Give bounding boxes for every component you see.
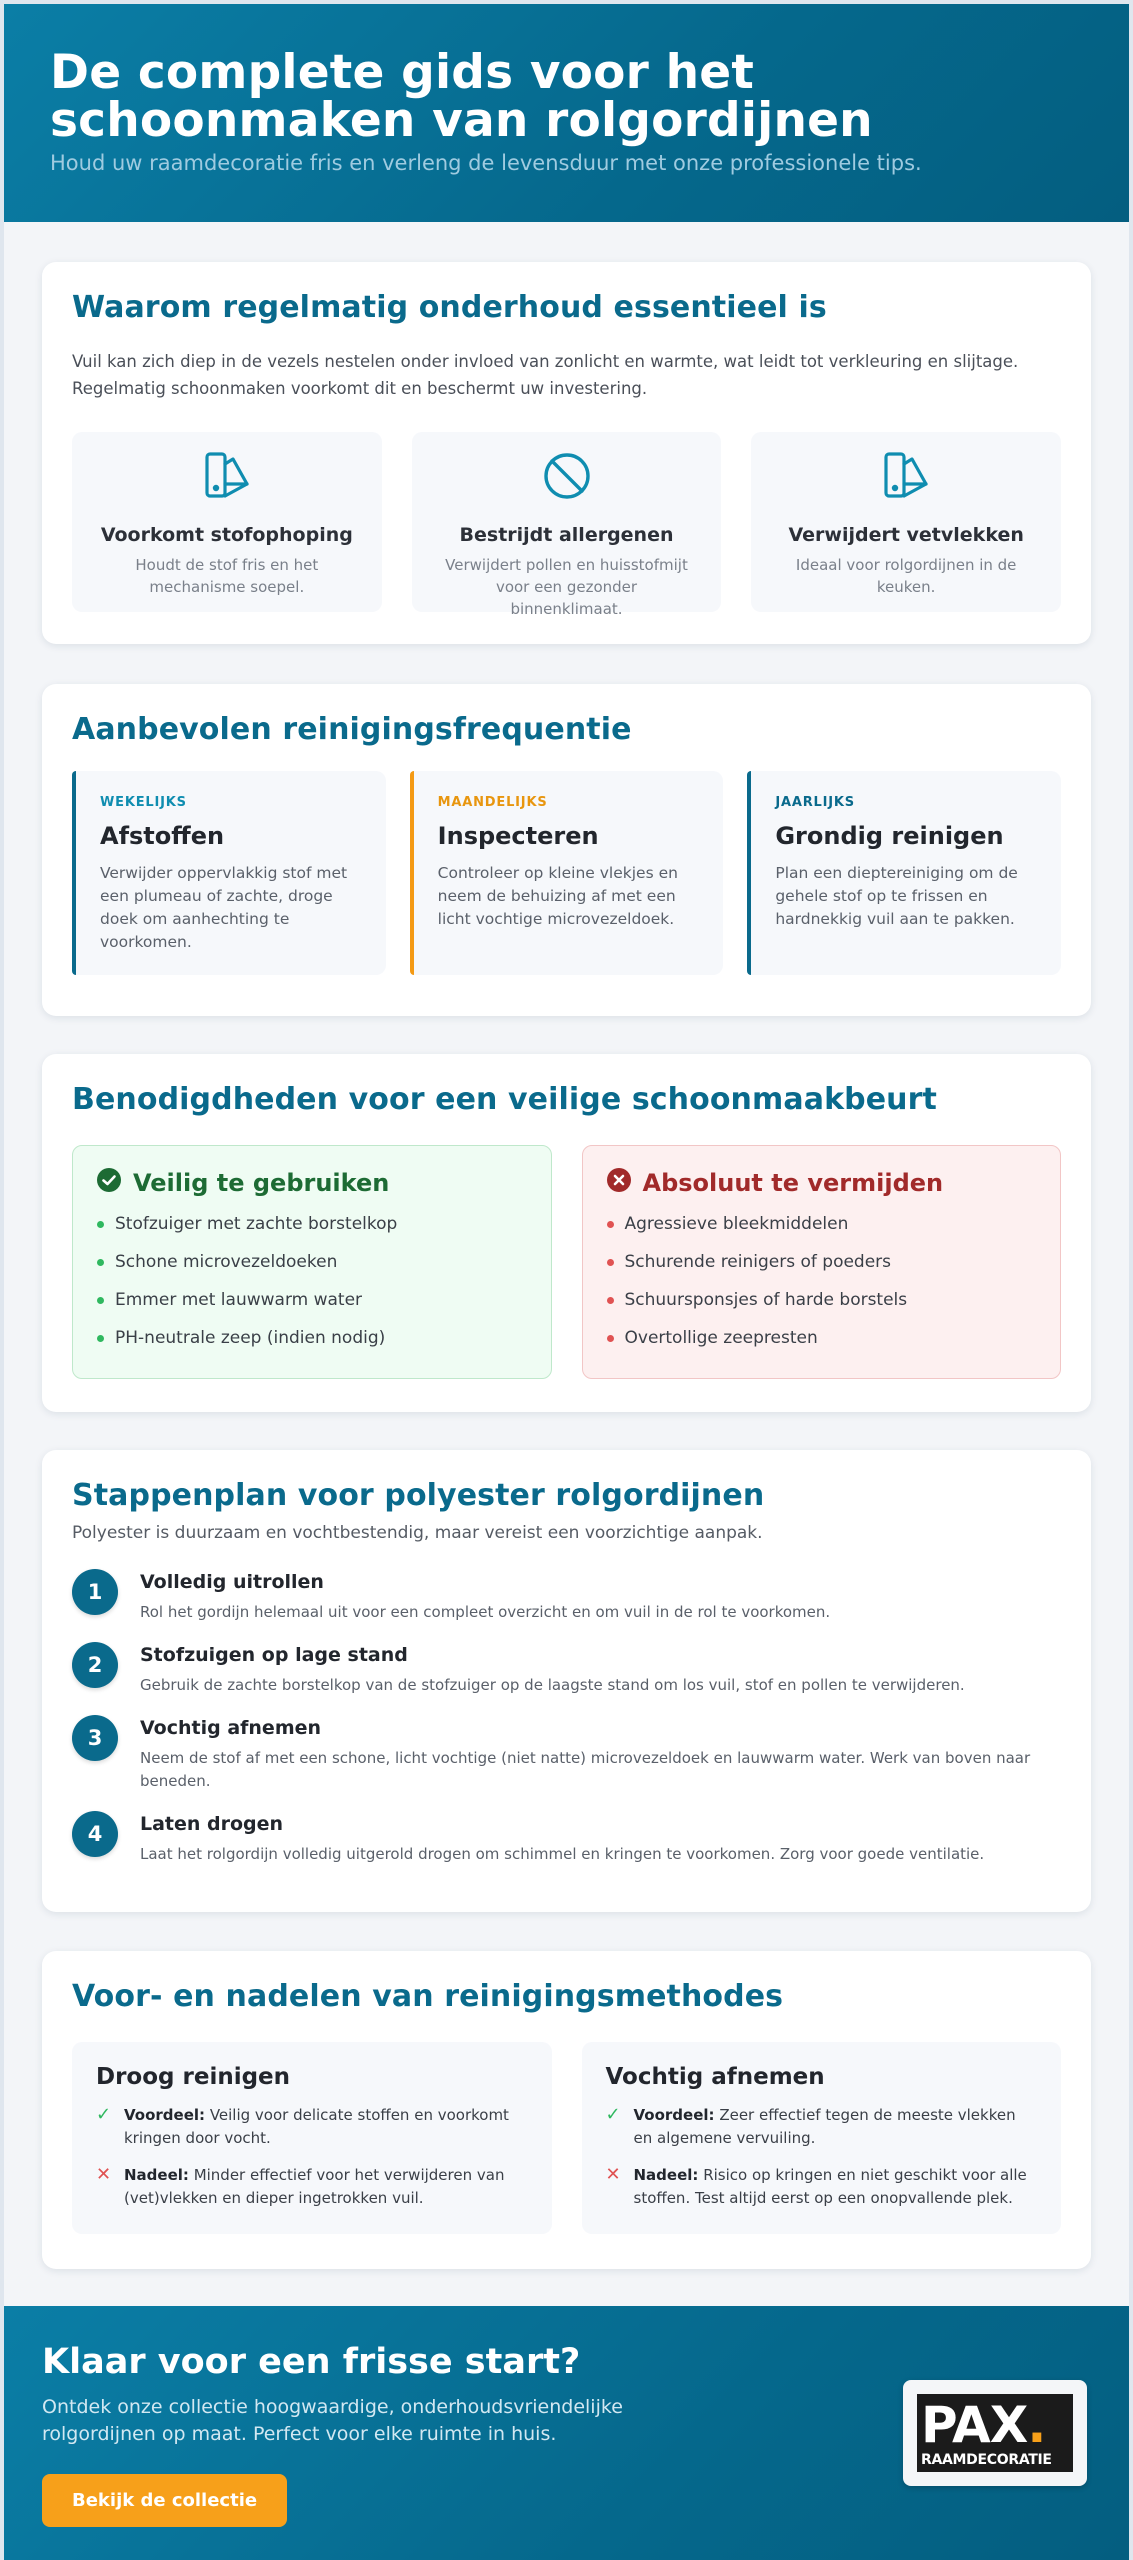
con-row: [606, 2164, 1038, 2210]
step-item: [72, 1811, 1061, 1866]
cta-banner: [4, 2306, 1129, 2560]
supplies-section: [42, 1054, 1091, 1412]
fabric-swatch-icon: [751, 450, 1061, 502]
logo-sub: RAAMDECORATIE: [921, 2452, 1052, 2468]
prohibited-icon: [412, 450, 722, 502]
list-item: Emmer met lauwwarm water: [97, 1288, 527, 1326]
step-title: Volledig uitrollen: [140, 1571, 324, 1593]
section-title: Waarom regelmatig onderhoud essentieel is: [72, 290, 827, 325]
list-item: Overtollige zeepresten: [607, 1326, 1037, 1364]
hero-banner: [4, 4, 1129, 222]
frequency-label: WEKELIJKS: [100, 795, 187, 810]
frequency-title: Grondig reinigen: [775, 822, 1004, 850]
check-icon: ✓: [605, 2104, 621, 2125]
feature-title: Bestrijdt allergenen: [459, 524, 674, 546]
check-circle-icon: [97, 1168, 121, 1198]
feature-text: Ideaal voor rolgordijnen in de keuken.: [795, 556, 1017, 596]
method-card-dry: [72, 2042, 552, 2234]
page-inner: [4, 4, 1129, 2560]
step-text: Rol het gordijn helemaal uit voor een compleet overzicht en om vuil in de rol te voorkomen.: [140, 1603, 831, 1621]
safe-title: Veilig te gebruiken: [133, 1169, 390, 1197]
feature-card: [412, 432, 722, 618]
x-circle-icon: [607, 1168, 631, 1198]
step-number: 3: [72, 1715, 118, 1761]
pro-label: Voordeel:: [633, 2106, 715, 2124]
list-item: Stofzuiger met zachte borstelkop: [97, 1212, 527, 1250]
con-label: Nadeel:: [633, 2166, 699, 2184]
step-item: [72, 1569, 1061, 1624]
frequency-card-weekly: [72, 771, 386, 975]
pro-label: Voordeel:: [124, 2106, 206, 2124]
avoid-heading: [607, 1168, 1037, 1198]
check-icon: ✓: [96, 2104, 112, 2125]
feature-card: [72, 432, 382, 612]
methods-section: [42, 1951, 1091, 2269]
con-label: Nadeel:: [124, 2166, 189, 2184]
feature-title: Voorkomt stofophoping: [100, 524, 353, 546]
cross-icon: ✕: [605, 2164, 621, 2185]
pro-row: [96, 2104, 528, 2150]
step-text: Laat het rolgordijn volledig uitgerold drogen om schimmel en kringen te voorkomen. Zorg voor goede ventilatie.: [140, 1845, 985, 1863]
frequency-text: Plan een dieptereiniging om de gehele stof op te frissen en hardnekkig vuil aan te pakken.: [775, 864, 1018, 928]
feature-text: Verwijdert pollen en huisstofmijt voor een gezonder binnenklimaat.: [445, 556, 688, 618]
fabric-swatch-icon: [72, 450, 382, 502]
frequency-title: Inspecteren: [437, 822, 599, 850]
avoid-supplies-box: [582, 1145, 1062, 1379]
page-subtitle: Houd uw raamdecoratie fris en verleng de levensduur met onze professionele tips.: [50, 151, 922, 175]
step-number: 1: [72, 1569, 118, 1615]
cta-title: Klaar voor een frisse start?: [42, 2342, 581, 2382]
step-title: Laten drogen: [140, 1813, 284, 1835]
list-item: Schuursponsjes of harde borstels: [607, 1288, 1037, 1326]
list-item: Schone microvezeldoeken: [97, 1250, 527, 1288]
step-text: Gebruik de zachte borstelkop van de stofzuiger op de laagste stand om los vuil, stof en pollen te verwijderen.: [140, 1676, 965, 1694]
steps-section: [42, 1450, 1091, 1912]
section-intro: Vuil kan zich diep in de vezels nestelen onder invloed van zonlicht en warmte, wat leidt tot verkleuring en slijtage. Regelmatig schoonmaken voorkomt dit en beschermt uw investering.: [72, 352, 1019, 398]
section-title: Stappenplan voor polyester rolgordijnen: [72, 1478, 765, 1513]
con-text: Minder effectief voor het verwijderen van (vet)vlekken en dieper ingetrokken vuil.: [124, 2166, 505, 2207]
frequency-label: JAARLIJKS: [775, 795, 855, 810]
step-number: 4: [72, 1811, 118, 1857]
frequency-card-yearly: [747, 771, 1061, 975]
method-card-wet: [582, 2042, 1062, 2234]
feature-card: [751, 432, 1061, 612]
step-title: Stofzuigen op lage stand: [140, 1644, 408, 1666]
avoid-list: [607, 1212, 1037, 1364]
list-item: Schurende reinigers of poeders: [607, 1250, 1037, 1288]
method-list: [72, 2042, 1061, 2234]
step-text: Neem de stof af met een schone, licht vochtige (niet natte) microvezeldoek en lauwwarm water. Werk van boven naar beneden.: [140, 1749, 1031, 1790]
con-text: Risico op kringen en niet geschikt voor alle stoffen. Test altijd eerst op een onopvallende plek.: [633, 2166, 1027, 2207]
frequency-title: Afstoffen: [100, 822, 225, 850]
pax-logo[interactable]: PAX. RAAMDECORATIE: [903, 2380, 1087, 2486]
safe-list: [97, 1212, 527, 1364]
pro-text: Zeer effectief tegen de meeste vlekken en algemene vervuiling.: [633, 2106, 1016, 2147]
feature-title: Verwijdert vetvlekken: [788, 524, 1024, 546]
step-number: 2: [72, 1642, 118, 1688]
section-subtitle: Polyester is duurzaam en vochtbestendig, maar vereist een voorzichtige aanpak.: [72, 1523, 763, 1543]
section-title: Benodigdheden voor een veilige schoonmaakbeurt: [72, 1082, 937, 1117]
step-title: Vochtig afnemen: [140, 1717, 322, 1739]
cta-text: Ontdek onze collectie hoogwaardige, onderhoudsvriendelijke rolgordijnen op maat. Perfect voor elke ruimte in huis.: [42, 2396, 623, 2445]
safe-supplies-box: [72, 1145, 552, 1379]
list-item: PH-neutrale zeep (indien nodig): [97, 1326, 527, 1364]
cross-icon: ✕: [96, 2164, 112, 2185]
con-row: [96, 2164, 528, 2210]
pro-text: Veilig voor delicate stoffen en voorkomt kringen door vocht.: [124, 2106, 509, 2147]
feature-list: [72, 432, 1061, 618]
step-item: [72, 1715, 1061, 1793]
view-collection-button[interactable]: Bekijk de collectie: [42, 2474, 287, 2527]
pro-row: [606, 2104, 1038, 2150]
maintenance-section: [42, 262, 1091, 644]
method-title: Droog reinigen: [96, 2064, 291, 2090]
page-title: De complete gids voor het schoonmaken van rolgordijnen: [50, 45, 873, 148]
avoid-title: Absoluut te vermijden: [642, 1169, 944, 1197]
feature-text: Houdt de stof fris en het mechanisme soepel.: [135, 556, 319, 596]
step-list: [72, 1569, 1061, 1866]
safe-heading: [97, 1168, 527, 1198]
frequency-section: [42, 684, 1091, 1016]
frequency-list: [72, 771, 1061, 975]
list-item: Agressieve bleekmiddelen: [607, 1212, 1037, 1250]
step-item: [72, 1642, 1061, 1697]
frequency-text: Verwijder oppervlakkig stof met een plumeau of zachte, droge doek om aanhechting te voorkomen.: [100, 864, 348, 951]
section-title: Voor- en nadelen van reinigingsmethodes: [72, 1979, 784, 2014]
section-title: Aanbevolen reinigingsfrequentie: [72, 712, 632, 747]
frequency-card-monthly: [410, 771, 724, 975]
method-title: Vochtig afnemen: [605, 2064, 825, 2090]
supplies-columns: [72, 1145, 1061, 1379]
frequency-label: MAANDELIJKS: [437, 795, 548, 810]
frequency-text: Controleer op kleine vlekjes en neem de behuizing af met een licht vochtige microvezeldoek.: [437, 864, 678, 928]
logo-main: PAX: [921, 2396, 1028, 2454]
